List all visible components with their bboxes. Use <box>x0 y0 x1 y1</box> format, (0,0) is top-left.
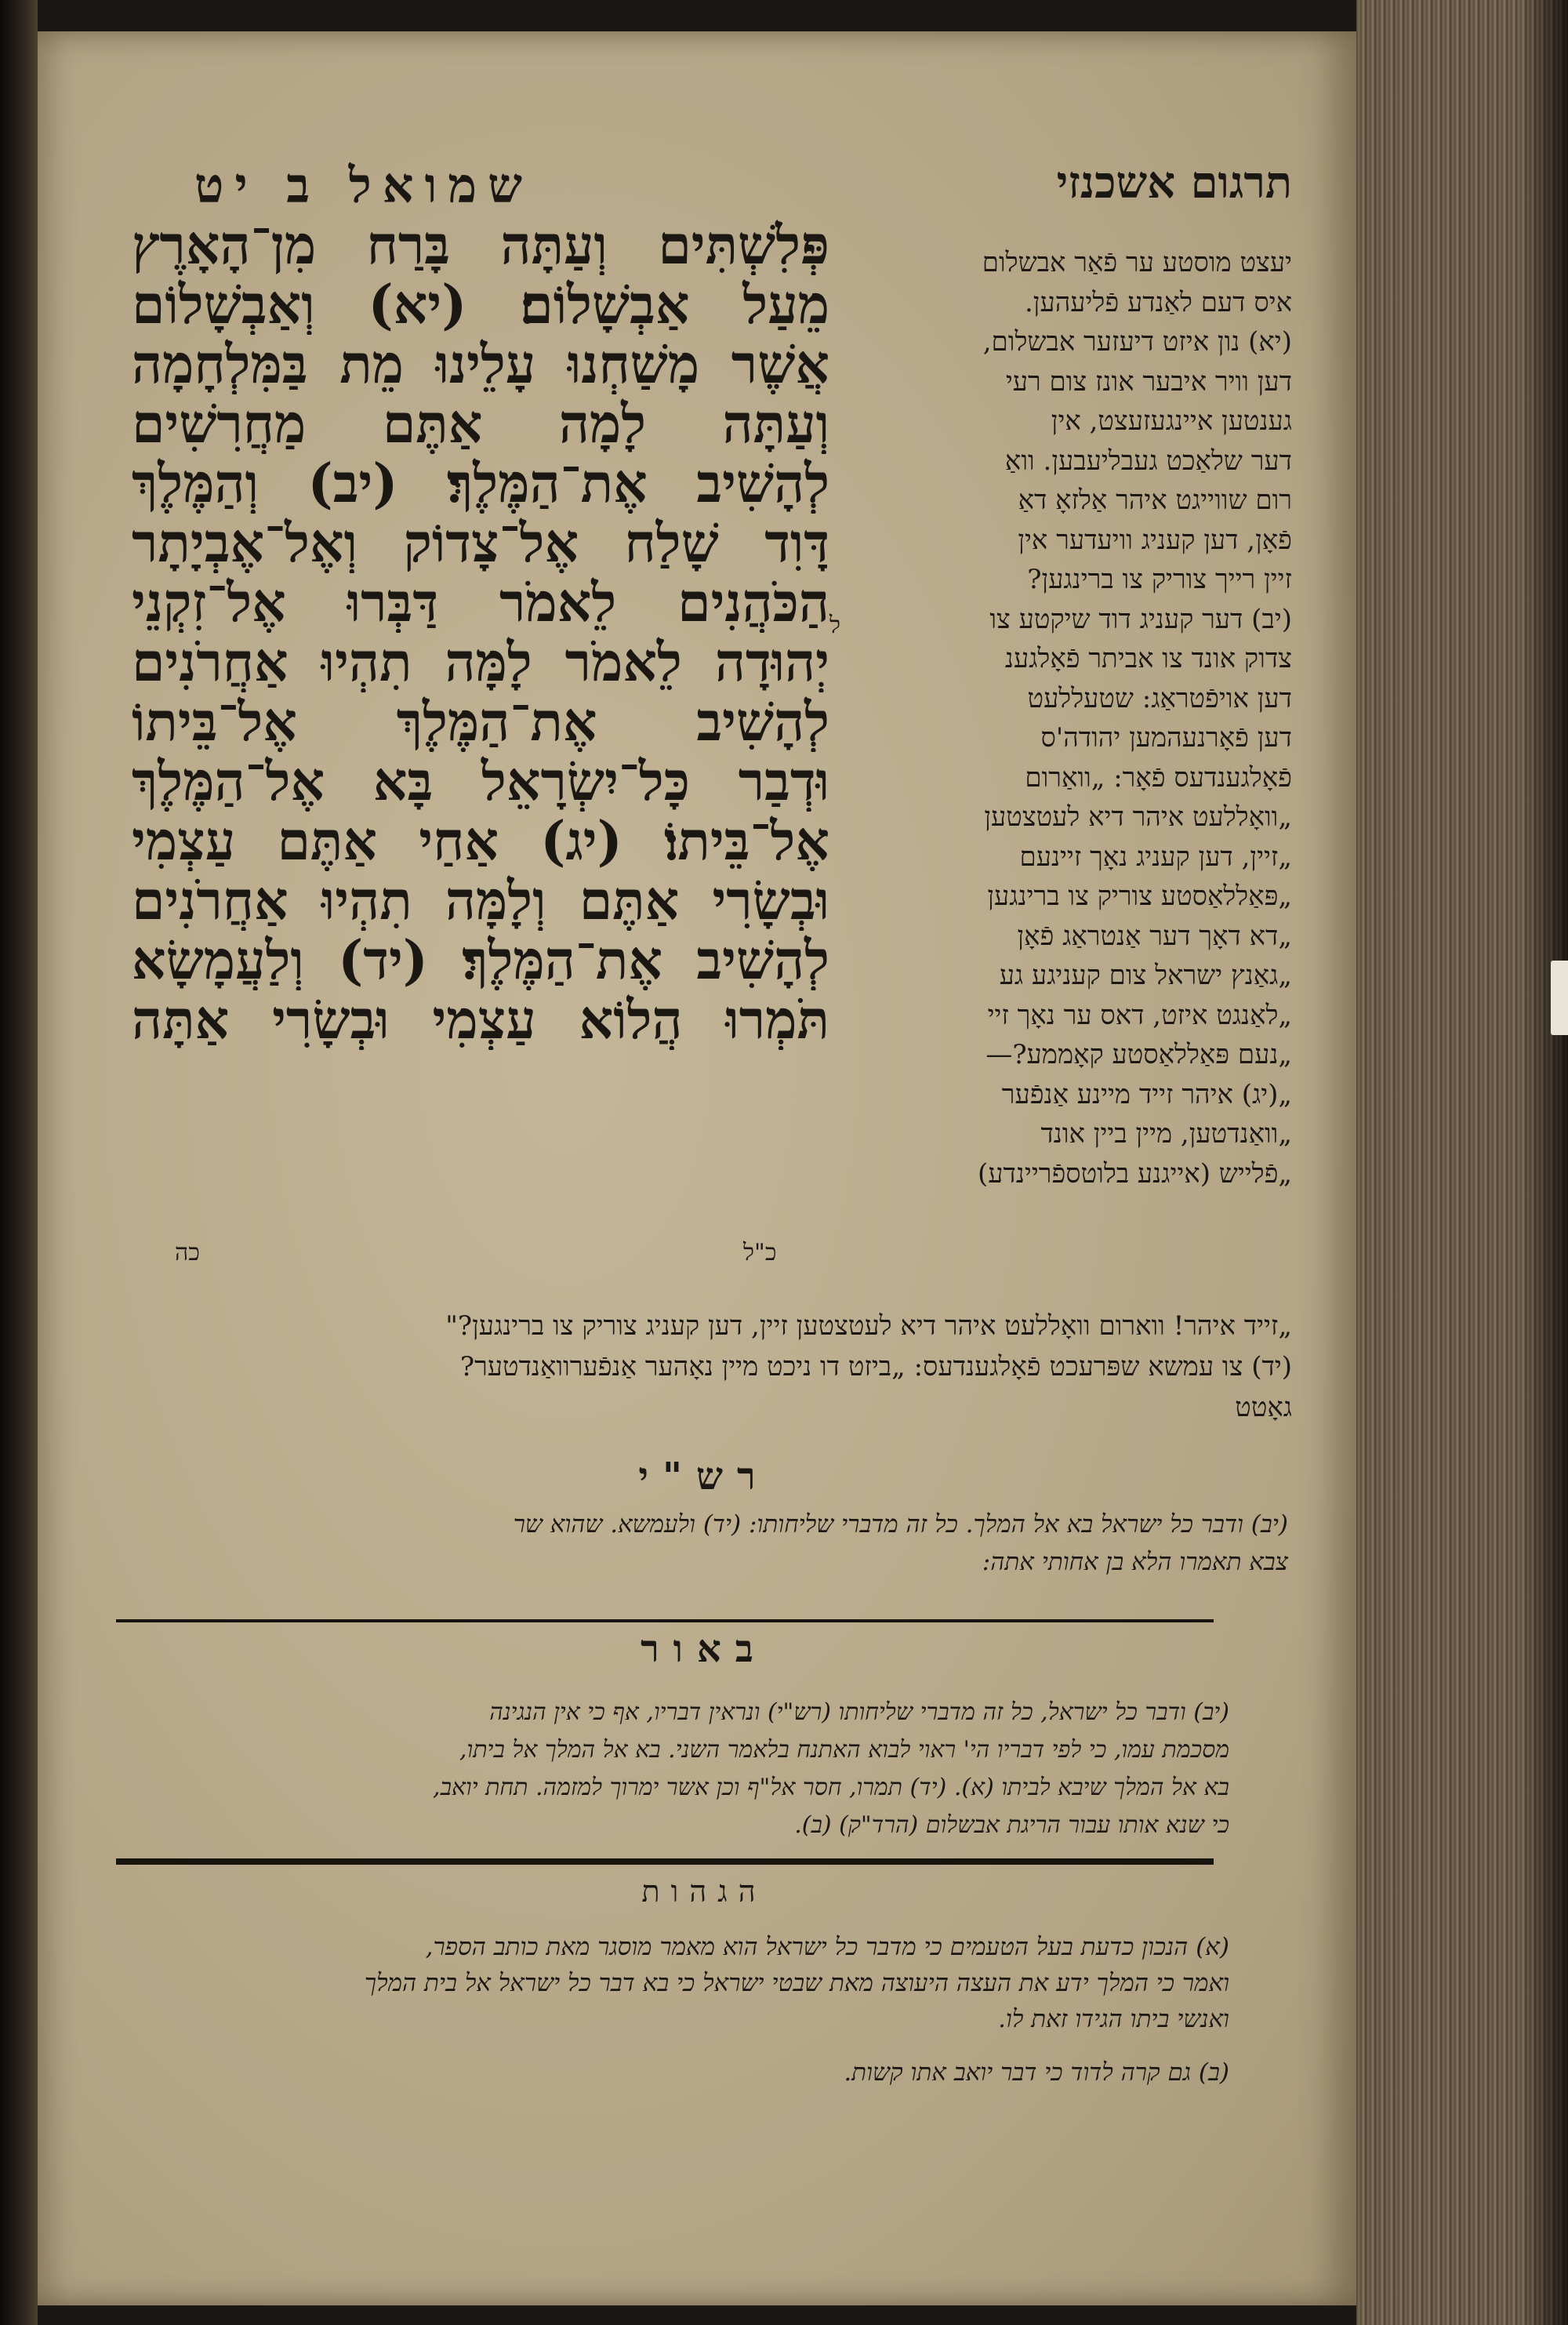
main-text-line: הַכֹּהֲנִים לֵאמֹר דַּבְּרוּ אֶל־זִקְנֵי <box>132 573 829 633</box>
targum-line: „זיין, דען קעניג נאָך זיינעם <box>1019 841 1292 873</box>
targum-line: „וואָללעט איהר דיא לעטצטען <box>984 801 1292 833</box>
page-tab-marker <box>1551 961 1568 1035</box>
spacer <box>116 2037 1229 2054</box>
hagahot-line: ואנשי ביתו הגידו זאת לו. <box>998 2005 1229 2033</box>
main-text-line: לְהָשִׁיב אֶת־הַמֶּלֶךְ׃ (יב) וְהַמֶּלֶךְ <box>132 454 829 514</box>
section-divider <box>116 1619 1214 1622</box>
targum-line: גענטען איינגעזעצט, אין <box>1051 405 1292 437</box>
main-text-line: פְּלִשְׁתִּים וְעַתָּה בָּרַח מִן־הָאָרֶץ <box>132 216 829 275</box>
biur-line: מסכמת עמו, כי לפי דבריו הי' ראוי לבוא האתנח בלאמר השני. בא אל המלך אל ביתו, <box>459 1736 1229 1764</box>
book-page <box>38 31 1356 2305</box>
footnote-marker: כ"ל <box>743 1239 777 1266</box>
main-text-line: וּבְשָׂרִי אַתֶּם וְלָמָּה תִהְיוּ אַחֲרֹנִים <box>132 871 829 931</box>
targum-column <box>845 243 1292 1193</box>
targum-wide-line: „זייד איהר! ווארום וואָללעט איהר דיא לעטצטען זיין, דען קעניג צוריק צו ברינגען?" <box>445 1310 1292 1342</box>
hagahot-line: ואמר כי המלך ידע את העצה היעוצה מאת שבטי ישראל כי בא דבר כל ישראל אל בית המלך <box>364 1969 1229 1997</box>
running-head-targum: תרגום אשכנזי <box>1056 157 1292 209</box>
main-text-line: מֵעַל אַבְשָׁלוֹם׃ (יא) וְאַבְשָׁלוֹם <box>132 275 829 335</box>
rashi-line: (יב) ודבר כל ישראל בא אל המלך. כל זה מדברי שליחותו: (יד) ולעמשא. שהוא שר <box>513 1510 1288 1538</box>
rashi-line: צבא תאמרו הלא בן אחותי אתה: <box>982 1548 1288 1576</box>
main-text-line: יְהוּדָה לֵאמֹר לָמָּה תִהְיוּ אַחֲרֹנִים <box>132 633 829 692</box>
biur-line: בא אל המלך שיבא לביתו (א). (יד) תמרו, חסר אל"ף וכן אשר ימרוך למזמה. תחת יואב, <box>433 1774 1229 1801</box>
targum-line: יעצט מוסטע ער פֿאַר אבשלום <box>982 247 1292 278</box>
hebrew-main-text <box>132 216 829 1050</box>
targum-line: (יב) דער קעניג דוד שיקטע צו <box>989 603 1292 635</box>
rashi-commentary <box>120 1506 1288 1581</box>
main-text-line: אֲשֶׁר מָשַׁחְנוּ עָלֵינוּ מֵת בַּמִּלְחָמָה <box>132 335 829 394</box>
book-page-edges <box>1356 0 1568 2325</box>
catchword: כה <box>175 1239 200 1266</box>
targum-line: דען פֿאָרנעהמען יהודה'ס <box>1040 722 1292 754</box>
margin-note: ל <box>829 612 841 639</box>
biur-line: (יב) ודבר כל ישראל, כל זה מדברי שליחותו (רש"י) ונראין דבריו, אף כי אין הנגינה <box>489 1698 1229 1726</box>
biur-commentary <box>116 1694 1229 1844</box>
targum-line: איס דעם לאַנדע פֿליעהען. <box>1025 286 1292 318</box>
targum-line: „נעם פּאַללאַסטע קאָממע?— <box>985 1039 1292 1070</box>
hagahot-title: הגהות <box>641 1874 767 1909</box>
targum-line: דער שלאַכט געבליעבען. וואַ <box>1004 445 1292 477</box>
main-text-line: אֶל־בֵּיתוֹ׃ (יג) אַחַי אַתֶּם עַצְמִי <box>132 812 829 871</box>
section-divider <box>116 1858 1214 1865</box>
targum-line: דען וויר איבער אונז צום רעי <box>1005 365 1292 398</box>
main-text-line: וְעַתָּה לָמָה אַתֶּם מַחֲרִשִׁים <box>132 394 829 454</box>
hagahot-line: (א) הנכון כדעת בעל הטעמים כי מדבר כל ישראל הוא מאמר מוסגר מאת כותב הספר, <box>425 1933 1229 1961</box>
targum-line: „פֿלייש (אייגנע בלוטספֿריינדע) <box>978 1157 1292 1190</box>
targum-line: צדוק אונד צו אביתר פֿאָלגענ <box>1004 643 1292 674</box>
targum-wide-line: גאָטט <box>1235 1392 1292 1423</box>
targum-line: פֿאָן, דען קעניג וויעדער אין <box>1018 524 1292 556</box>
targum-wide-line: (יד) צו עמשא שפּרעכט פֿאָלגענדעס: „ביזט דו ניכט מיין נאָהער אַנפֿערוואַנדטער? <box>459 1351 1292 1382</box>
targum-line: „(יג) איהר זייד מיינע אַנפֿער <box>1001 1078 1292 1110</box>
biur-line: כי שנא אותו עבור הריגת אבשלום (הרד"ק) (ב). <box>794 1811 1229 1839</box>
targum-line: „גאַנץ ישראל צום קעניגע גע <box>999 960 1292 991</box>
main-text-line: דָּוִד שָׁלַח אֶל־צָדוֹק וְאֶל־אֶבְיָתָר <box>132 514 829 573</box>
targum-line: „וואַנדטען, מיין ביין אונד <box>1040 1118 1292 1150</box>
main-text-line: תֹּמְרוּ הֲלוֹא עַצְמִי וּבְשָׂרִי אַתָּה <box>132 990 829 1050</box>
targum-line: דען אויפֿטראַג: שטעללעט <box>1027 682 1292 714</box>
running-head-book: שמואל ב יט <box>194 157 534 214</box>
biur-title: באור <box>641 1627 768 1671</box>
targum-line: „לאַנגט איזט, דאס ער נאָך זיי <box>987 999 1292 1031</box>
targum-continuation <box>116 1306 1292 1428</box>
main-text-line: לְהָשִׁיב אֶת־הַמֶּלֶךְ אֶל־בֵּיתוֹ <box>132 692 829 752</box>
rashi-title: רש"י <box>638 1455 770 1499</box>
targum-line: „פּאַללאַסטע צוריק צו ברינגען <box>987 881 1292 912</box>
hagahot-notes <box>116 1929 1229 2091</box>
targum-line: (יא) נון איזט דיעזער אבשלום, <box>982 326 1292 358</box>
hagahot-line: (ב) גם קרה לדוד כי דבר יואב אתו קשות. <box>844 2058 1229 2087</box>
main-text-line: וּדְבַר כָּל־יִשְׂרָאֵל בָּא אֶל־הַמֶּלֶךְ <box>132 752 829 812</box>
targum-line: פֿאָלגענדעס פֿאָר: „וואַרום <box>1025 761 1292 794</box>
targum-line: רום שווייגט איהר אַלזאָ דאַ <box>1018 485 1292 516</box>
book-left-edge <box>0 0 38 2325</box>
targum-line: „דא דאָך דער אַנטראַג פֿאָן <box>1017 920 1292 952</box>
main-text-line: לְהָשִׁיב אֶת־הַמֶּלֶךְ׃ (יד) וְלַעֲמָשָׂא <box>132 931 829 990</box>
targum-line: זיין רייך צוריק צו ברינגען? <box>1027 564 1292 595</box>
